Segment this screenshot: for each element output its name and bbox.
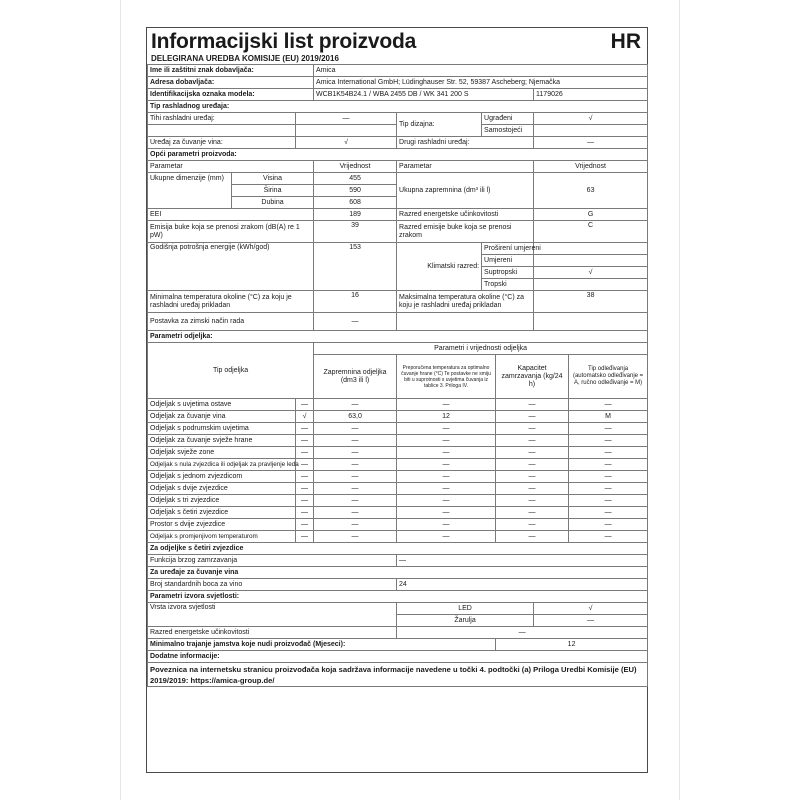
led-value: √ — [534, 603, 648, 615]
other-device-label: Drugi rashladni uređaj: — [397, 137, 534, 149]
freestanding-label: Samostojeći — [482, 125, 534, 137]
climate-label: Suptropski — [482, 267, 534, 279]
freestanding-value — [534, 125, 648, 137]
wine-bottles-label: Broj standardnih boca za vino — [148, 579, 397, 591]
supplier-address-label: Adresa dobavljača: — [148, 77, 314, 89]
compartment-temp: — — [397, 483, 496, 495]
additional-info-section — [148, 651, 648, 663]
dimensions-label: Ukupne dimenzije (mm) — [148, 173, 232, 209]
compartment-name: Odjeljak svježe zone — [148, 447, 296, 459]
general-header-row — [148, 161, 648, 173]
light-type-label: Vrsta izvora svjetlosti — [148, 603, 397, 627]
compartment-row — [148, 471, 648, 483]
winter-mode-value: — — [314, 313, 397, 331]
compartment-temp: — — [397, 399, 496, 411]
light-heading: Parametri izvora svjetlosti: — [148, 591, 648, 603]
compartment-row — [148, 411, 648, 423]
quiet-device-row — [148, 113, 648, 125]
wine-device-row — [148, 137, 648, 149]
compartment-capacity: — — [496, 531, 569, 543]
compartment-capacity: — — [496, 459, 569, 471]
noise-value: 39 — [314, 221, 397, 243]
general-section — [148, 149, 648, 161]
sheet-header — [147, 28, 647, 54]
quiet-device-value: — — [296, 113, 397, 125]
wine-device-value: √ — [296, 137, 397, 149]
manufacturer-link-note: Poveznica na internetsku stranicu proizvođača koja sadržava informacije navedene u točki 4. podtočki (a) Priloga Uredbi Komisije (EU) 2019/2019: https://amica-group.de/ — [148, 663, 648, 687]
freezing-capacity-header: Kapacitet zamrzavanja (kg/24 h) — [496, 355, 569, 399]
compartment-volume-header: Zapremnina odjeljka (dm3 ili l) — [314, 355, 397, 399]
compartment-volume: — — [314, 471, 397, 483]
supplier-address-row — [148, 77, 648, 89]
compartment-capacity: — — [496, 495, 569, 507]
depth-value: 608 — [314, 197, 397, 209]
annual-energy-row — [148, 243, 648, 255]
model-id-row — [148, 89, 648, 101]
compartments-heading: Parametri odjeljka: — [148, 331, 648, 343]
compartment-present: — — [296, 459, 314, 471]
compartment-temp: — — [397, 423, 496, 435]
compartment-params-header: Parametri i vrijednosti odjeljka — [314, 343, 648, 355]
climate-value — [534, 255, 648, 267]
compartment-temp: — — [397, 459, 496, 471]
warranty-label: Minimalno trajanje jamstva koje nudi proizvođač (Mjeseci): — [148, 639, 496, 651]
four-star-heading: Za odjeljke s četiri zvjezdice — [148, 543, 648, 555]
supplier-name-value: Amica — [314, 65, 648, 77]
model-id-label: Identifikacijska oznaka modela: — [148, 89, 314, 101]
compartment-defrost: — — [569, 483, 648, 495]
climate-value: √ — [534, 267, 648, 279]
model-id-value: WCB1K54B24.1 / WBA 2455 DB / WK 341 200 S — [314, 89, 534, 101]
product-information-sheet — [146, 27, 648, 773]
value-header-right: Vrijednost — [534, 161, 648, 173]
light-type-row — [148, 603, 648, 615]
supplier-name-row — [148, 65, 648, 77]
noise-class-value: C — [534, 221, 648, 243]
builtin-value: √ — [534, 113, 648, 125]
annual-energy-value: 153 — [314, 243, 397, 291]
light-class-label: Razred energetske učinkovitosti — [148, 627, 397, 639]
min-temp-value: 16 — [314, 291, 397, 313]
language-code: HR — [610, 30, 641, 53]
compartment-row — [148, 435, 648, 447]
compartment-capacity: — — [496, 435, 569, 447]
compartment-defrost: — — [569, 531, 648, 543]
compartment-defrost: — — [569, 459, 648, 471]
builtin-label: Ugrađeni — [482, 113, 534, 125]
wine-bottles-row — [148, 579, 648, 591]
height-label: Visina — [232, 173, 314, 185]
compartment-capacity: — — [496, 471, 569, 483]
wine-bottles-value: 24 — [397, 579, 648, 591]
compartment-present: — — [296, 531, 314, 543]
compartment-type-header: Tip odjeljka — [148, 343, 314, 399]
compartment-volume: — — [314, 531, 397, 543]
compartment-present: — — [296, 435, 314, 447]
compartment-temp: — — [397, 495, 496, 507]
compartment-volume: — — [314, 423, 397, 435]
climate-class-label: Klimatski razred: — [397, 243, 482, 291]
compartment-row — [148, 483, 648, 495]
compartment-volume: — — [314, 459, 397, 471]
climate-label: Tropski — [482, 279, 534, 291]
compartment-name: Odjeljak s dvije zvjezdice — [148, 483, 296, 495]
additional-info-row — [148, 663, 648, 687]
energy-class-value: G — [534, 209, 648, 221]
compartment-temp: — — [397, 519, 496, 531]
compartment-temp-header: Preporučena temperatura za optimalno čuvanje hrane (°C) Te postavke ne smiju biti u suprotnosti s uvjetima čuvanja iz tablice 3. Priloga IV. — [397, 355, 496, 399]
wine-heading: Za uređaje za čuvanje vina — [148, 567, 648, 579]
blank-cell — [534, 313, 648, 331]
compartment-name: Odjeljak s tri zvjezdice — [148, 495, 296, 507]
compartment-defrost: — — [569, 495, 648, 507]
compartment-volume: — — [314, 399, 397, 411]
compartment-defrost: — — [569, 447, 648, 459]
depth-label: Dubina — [232, 197, 314, 209]
compartment-name: Prostor s dvije zvjezdice — [148, 519, 296, 531]
compartment-volume: — — [314, 519, 397, 531]
max-temp-label: Maksimalna temperatura okoline (°C) za koju je rashladni uređaj prikladan — [397, 291, 534, 313]
compartments-section — [148, 331, 648, 343]
compartment-row — [148, 447, 648, 459]
wine-device-label: Uređaj za čuvanje vina: — [148, 137, 296, 149]
four-star-section — [148, 543, 648, 555]
compartment-temp: — — [397, 435, 496, 447]
device-type-heading: Tip rashladnog uređaja: — [148, 101, 648, 113]
volume-value: 63 — [534, 173, 648, 209]
param-header-left: Parametar — [148, 161, 314, 173]
max-temp-value: 38 — [534, 291, 648, 313]
climate-value — [534, 243, 648, 255]
winter-mode-row — [148, 313, 648, 331]
light-class-value: — — [397, 627, 648, 639]
blank-cell — [296, 125, 397, 137]
width-value: 590 — [314, 185, 397, 197]
sheet-title: Informacijski list proizvoda — [151, 30, 417, 53]
supplier-address-value: Amica International GmbH; Lüdinghauser Str. 52, 59387 Ascheberg; Njemačka — [314, 77, 648, 89]
annual-energy-label: Godišnja potrošnja energije (kWh/god) — [148, 243, 314, 291]
ambient-temp-row — [148, 291, 648, 313]
compartment-name: Odjeljak s podrumskim uvjetima — [148, 423, 296, 435]
min-temp-label: Minimalna temperatura okoline (°C) za koju je rashladni uređaj prikladan — [148, 291, 314, 313]
compartment-present: — — [296, 483, 314, 495]
compartment-row — [148, 519, 648, 531]
winter-mode-label: Postavka za zimski način rada — [148, 313, 314, 331]
warranty-value: 12 — [496, 639, 648, 651]
compartment-name: Odjeljak s četiri zvjezdice — [148, 507, 296, 519]
compartment-temp: 12 — [397, 411, 496, 423]
climate-label: Umjereni — [482, 255, 534, 267]
eei-value: 189 — [314, 209, 397, 221]
compartment-capacity: — — [496, 447, 569, 459]
eei-label: EEI — [148, 209, 314, 221]
compartment-capacity: — — [496, 507, 569, 519]
device-type-section — [148, 101, 648, 113]
fast-freeze-value: — — [397, 555, 648, 567]
defrost-type-header: Tip odleđivanja (automatsko odleđivanje = A, ručno odleđivanje = M) — [569, 355, 648, 399]
compartment-name: Odjeljak s nula zvjezdica ili odjeljak za pravljenje leda — [148, 459, 296, 471]
led-label: LED — [397, 603, 534, 615]
compartment-temp: — — [397, 471, 496, 483]
compartment-present: — — [296, 507, 314, 519]
compartment-present: — — [296, 447, 314, 459]
width-label: Širina — [232, 185, 314, 197]
regulation-subtitle: DELEGIRANA UREDBA KOMISIJE (EU) 2019/2016 — [151, 54, 339, 63]
compartment-row — [148, 531, 648, 543]
compartment-row — [148, 507, 648, 519]
compartment-present: — — [296, 399, 314, 411]
compartment-volume: — — [314, 495, 397, 507]
compartment-capacity: — — [496, 519, 569, 531]
fast-freeze-label: Funkcija brzog zamrzavanja — [148, 555, 397, 567]
volume-label: Ukupna zapremnina (dm³ ili l) — [397, 173, 534, 209]
value-header-left: Vrijednost — [314, 161, 397, 173]
climate-label: Proširení umjereni — [482, 243, 534, 255]
compartment-defrost: — — [569, 519, 648, 531]
compartment-volume: — — [314, 507, 397, 519]
compartment-row — [148, 495, 648, 507]
compartment-temp: — — [397, 507, 496, 519]
compartment-defrost: — — [569, 507, 648, 519]
other-device-value: — — [534, 137, 648, 149]
compartment-defrost: — — [569, 435, 648, 447]
compartment-temp: — — [397, 447, 496, 459]
wine-section — [148, 567, 648, 579]
compartment-row — [148, 423, 648, 435]
general-heading: Opći parametri proizvoda: — [148, 149, 648, 161]
additional-info-heading: Dodatne informacije: — [148, 651, 648, 663]
noise-label: Emisija buke koja se prenosi zrakom (dB(A) re 1 pW) — [148, 221, 314, 243]
compartment-volume: 63,0 — [314, 411, 397, 423]
compartment-defrost: — — [569, 423, 648, 435]
compartment-volume: — — [314, 435, 397, 447]
param-header-right: Parametar — [397, 161, 534, 173]
compartment-capacity: — — [496, 411, 569, 423]
supplier-name-label: Ime ili zaštitni znak dobavljača: — [148, 65, 314, 77]
compartment-defrost: — — [569, 399, 648, 411]
compartment-volume: — — [314, 483, 397, 495]
compartment-capacity: — — [496, 483, 569, 495]
eei-row — [148, 209, 648, 221]
light-class-row — [148, 627, 648, 639]
bulb-value: — — [534, 615, 648, 627]
compartment-name: Odjeljak za čuvanje vina — [148, 411, 296, 423]
compartment-present: — — [296, 471, 314, 483]
compartment-defrost: — — [569, 471, 648, 483]
height-row — [148, 173, 648, 185]
blank-cell — [397, 313, 534, 331]
height-value: 455 — [314, 173, 397, 185]
compartment-row — [148, 459, 648, 471]
compartment-name: Odjeljak s uvjetima ostave — [148, 399, 296, 411]
bulb-label: Žarulja — [397, 615, 534, 627]
compartments-header-row — [148, 343, 648, 355]
model-code: 1179026 — [534, 89, 648, 101]
compartment-present: — — [296, 495, 314, 507]
info-table — [147, 64, 648, 687]
compartment-name: Odjeljak s jednom zvjezdicom — [148, 471, 296, 483]
blank-cell — [148, 125, 296, 137]
compartment-row — [148, 399, 648, 411]
noise-row — [148, 221, 648, 243]
compartment-defrost: M — [569, 411, 648, 423]
climate-value — [534, 279, 648, 291]
compartment-capacity: — — [496, 423, 569, 435]
compartment-name: Odjeljak za čuvanje svježe hrane — [148, 435, 296, 447]
energy-class-label: Razred energetske učinkovitosti — [397, 209, 534, 221]
compartment-present: √ — [296, 411, 314, 423]
noise-class-label: Razred emisije buke koja se prenosi zrakom — [397, 221, 534, 243]
fast-freeze-row — [148, 555, 648, 567]
warranty-row — [148, 639, 648, 651]
quiet-device-label: Tihi rashladni uređaj: — [148, 113, 296, 125]
compartment-present: — — [296, 423, 314, 435]
compartment-name: Odjeljak s promjenjivom temperaturom — [148, 531, 296, 543]
compartment-capacity: — — [496, 399, 569, 411]
design-type-label: Tip dizajna: — [397, 113, 482, 137]
compartment-present: — — [296, 519, 314, 531]
compartment-temp: — — [397, 531, 496, 543]
compartment-volume: — — [314, 447, 397, 459]
light-section — [148, 591, 648, 603]
